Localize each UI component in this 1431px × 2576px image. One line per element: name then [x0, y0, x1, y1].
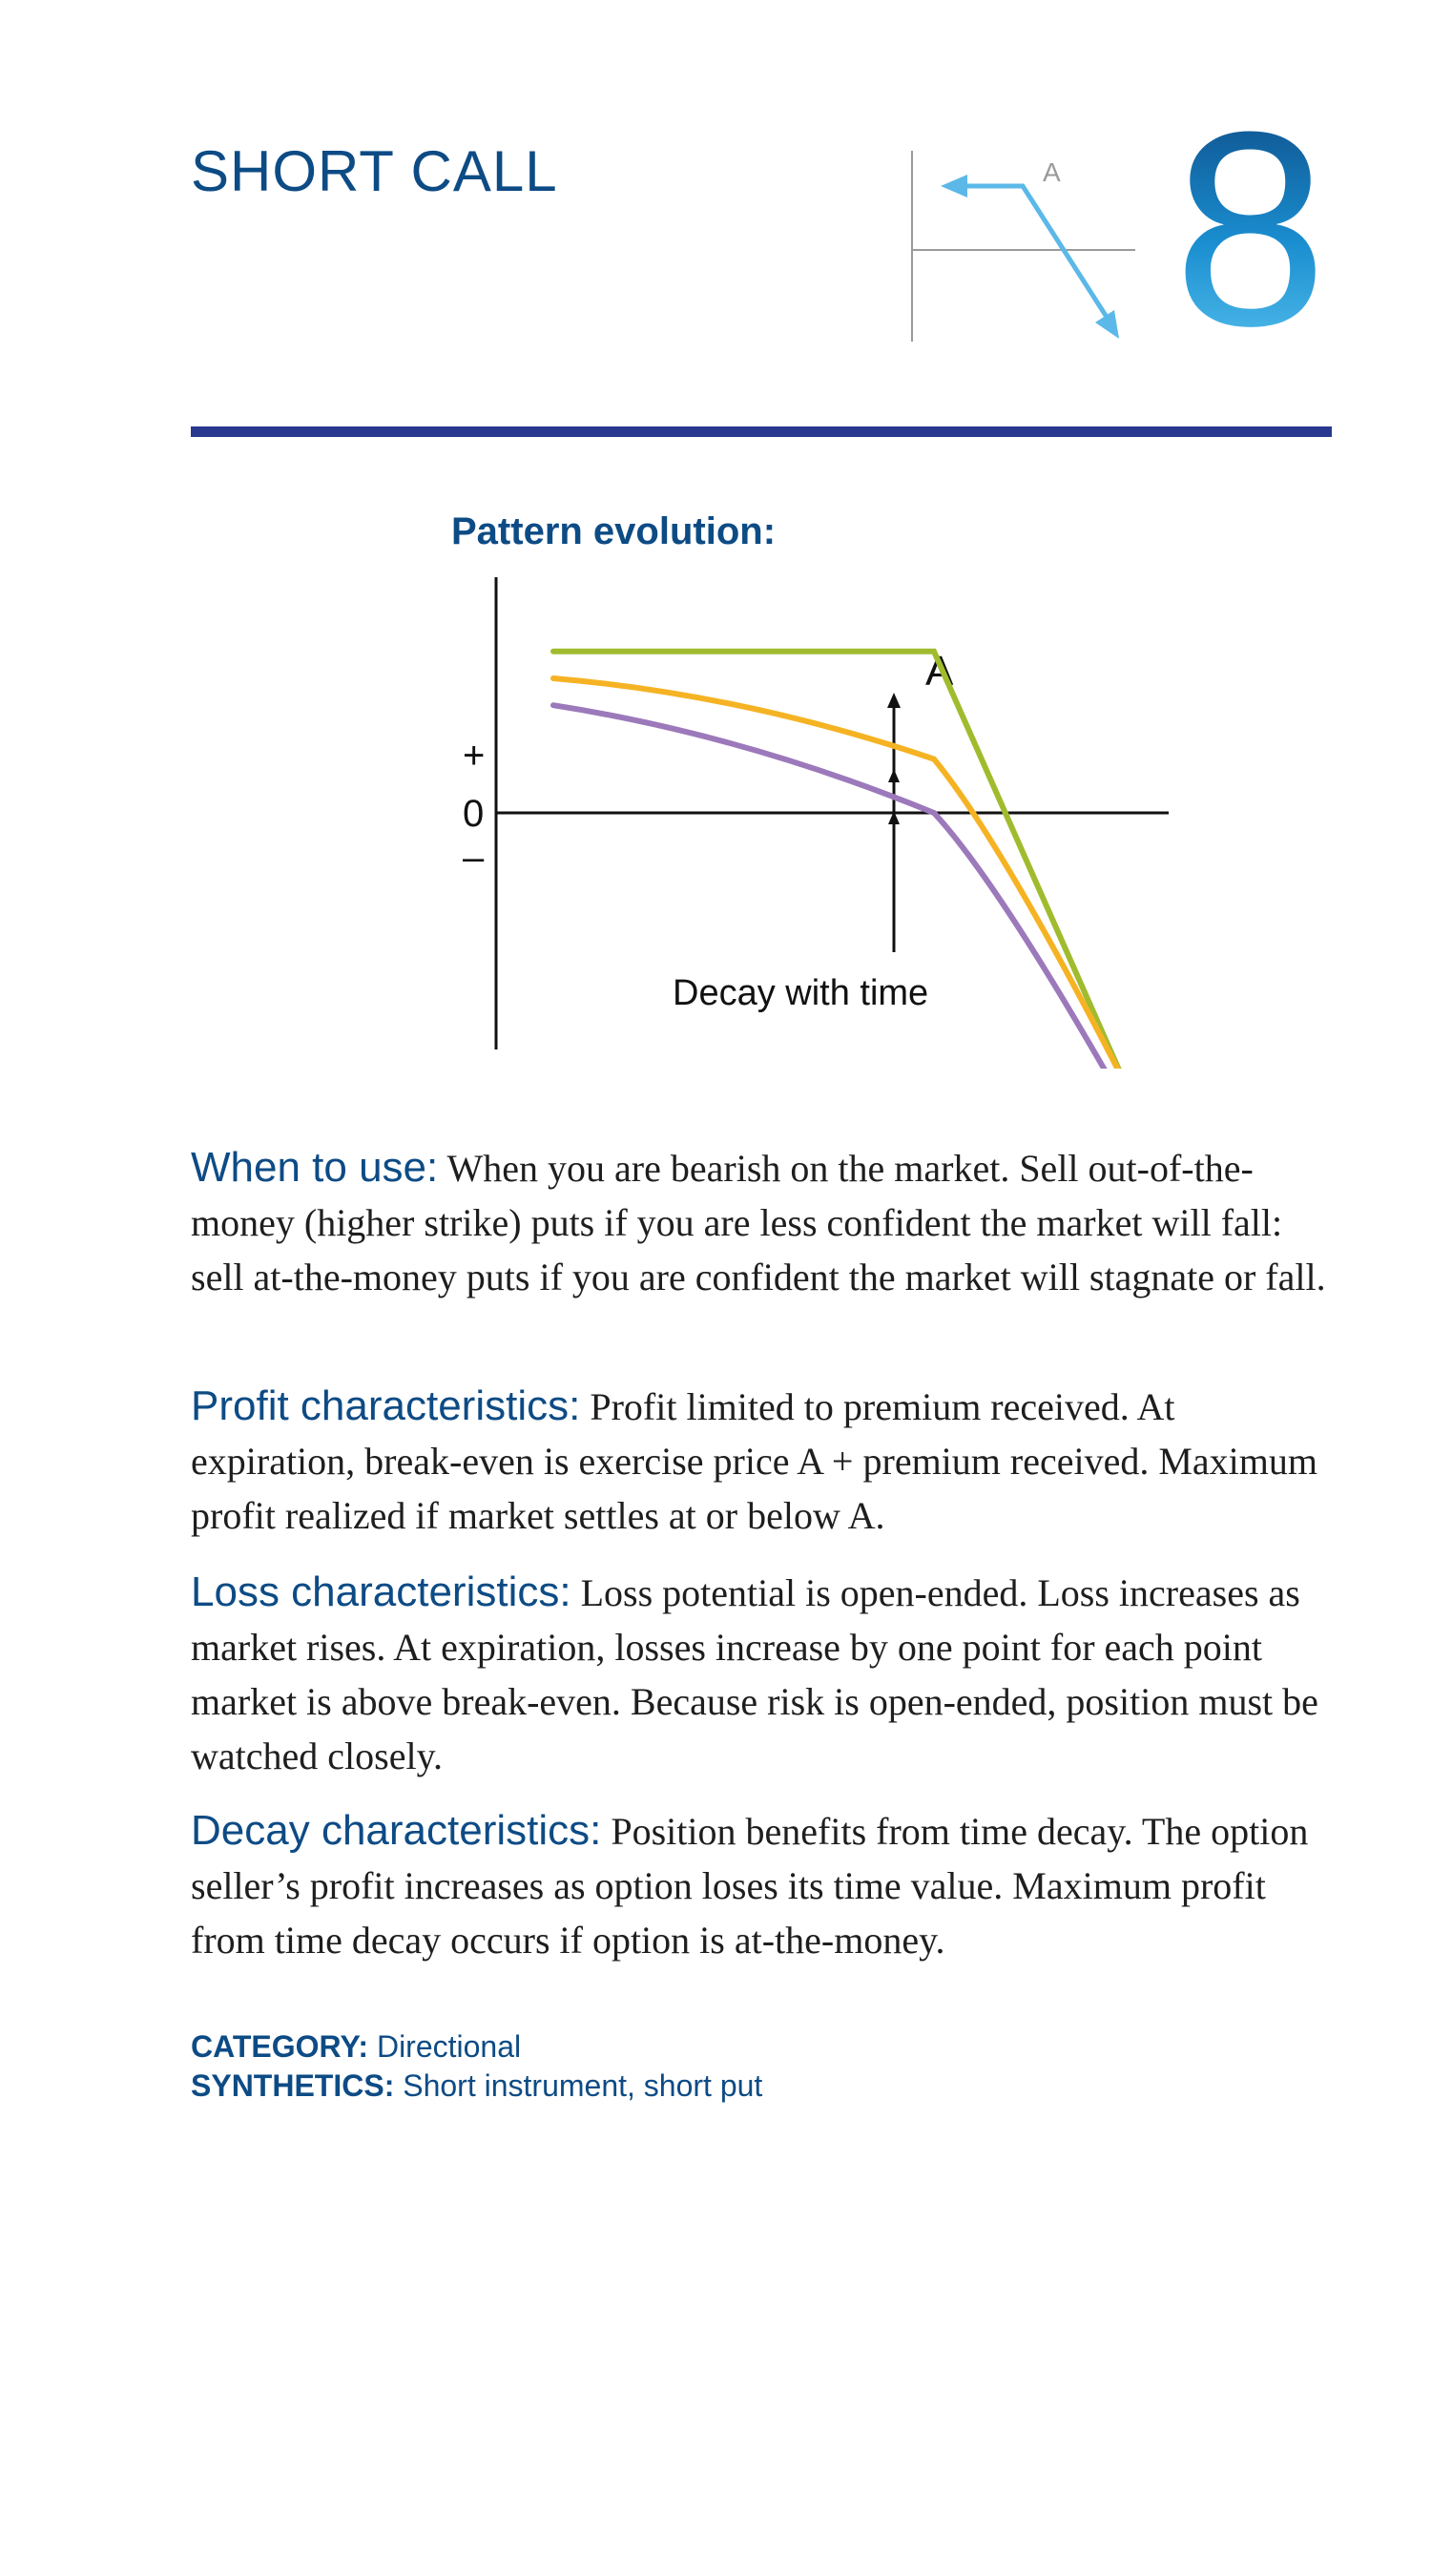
chart-heading: Pattern evolution:	[451, 510, 777, 552]
strategy-number: 8	[1173, 74, 1328, 384]
category-line	[191, 2027, 521, 2066]
loss-text: Loss potential is open-ended. Loss increases as market rises. At expiration, losses increase by one point for each point market is above break-even. Because risk is open-ended, position must be watched closely.	[191, 1571, 1318, 1777]
decay-heading: Decay characteristics:	[191, 1807, 602, 1854]
middle-arrow-head	[888, 769, 900, 782]
loss-heading: Loss characteristics:	[191, 1568, 571, 1615]
pattern-evolution-chart	[420, 572, 1183, 1069]
profit-section	[191, 1379, 1336, 1543]
synthetics-line	[191, 2067, 762, 2105]
synthetics-label: SYNTHETICS:	[191, 2068, 395, 2103]
profit-text: Profit limited to premium received. At expiration, break-even is exercise price A + premium received. Maximum profit realized if market settles at or below A.	[191, 1385, 1318, 1537]
category-value: Directional	[376, 2029, 522, 2064]
icon-strike-label: A	[1043, 157, 1061, 187]
icon-payoff-line	[962, 186, 1111, 324]
short-call-payoff-icon	[897, 143, 1145, 348]
minus-label: –	[463, 837, 485, 879]
synthetics-value: Short instrument, short put	[403, 2068, 763, 2103]
zero-label: 0	[463, 793, 485, 835]
loss-section	[191, 1565, 1336, 1783]
header-divider	[191, 426, 1332, 437]
decay-with-time-label: Decay with time	[673, 973, 929, 1013]
plus-label: +	[463, 735, 486, 777]
when-to-use-text: When you are bearish on the market. Sell out-of-the-money (higher strike) puts if you are less confident the market will fall: sell at-the-money puts if you are confident the market will stagnate or fall.	[191, 1147, 1326, 1298]
decay-text: Position benefits from time decay. The option seller’s profit increases as option loses its time value. Maximum profit from time decay occurs if option is at-the-money.	[191, 1810, 1309, 1962]
when-to-use-section	[191, 1140, 1336, 1304]
page-title: SHORT CALL	[191, 139, 558, 203]
upper-arrow-head	[887, 693, 901, 708]
early-payoff-curve	[553, 705, 1111, 1069]
decay-section	[191, 1803, 1336, 1967]
category-label: CATEGORY:	[191, 2029, 369, 2064]
icon-left-arrow-head	[941, 175, 967, 197]
profit-heading: Profit characteristics:	[191, 1382, 581, 1429]
when-to-use-heading: When to use:	[191, 1144, 439, 1191]
strike-a-label: A	[925, 648, 954, 695]
